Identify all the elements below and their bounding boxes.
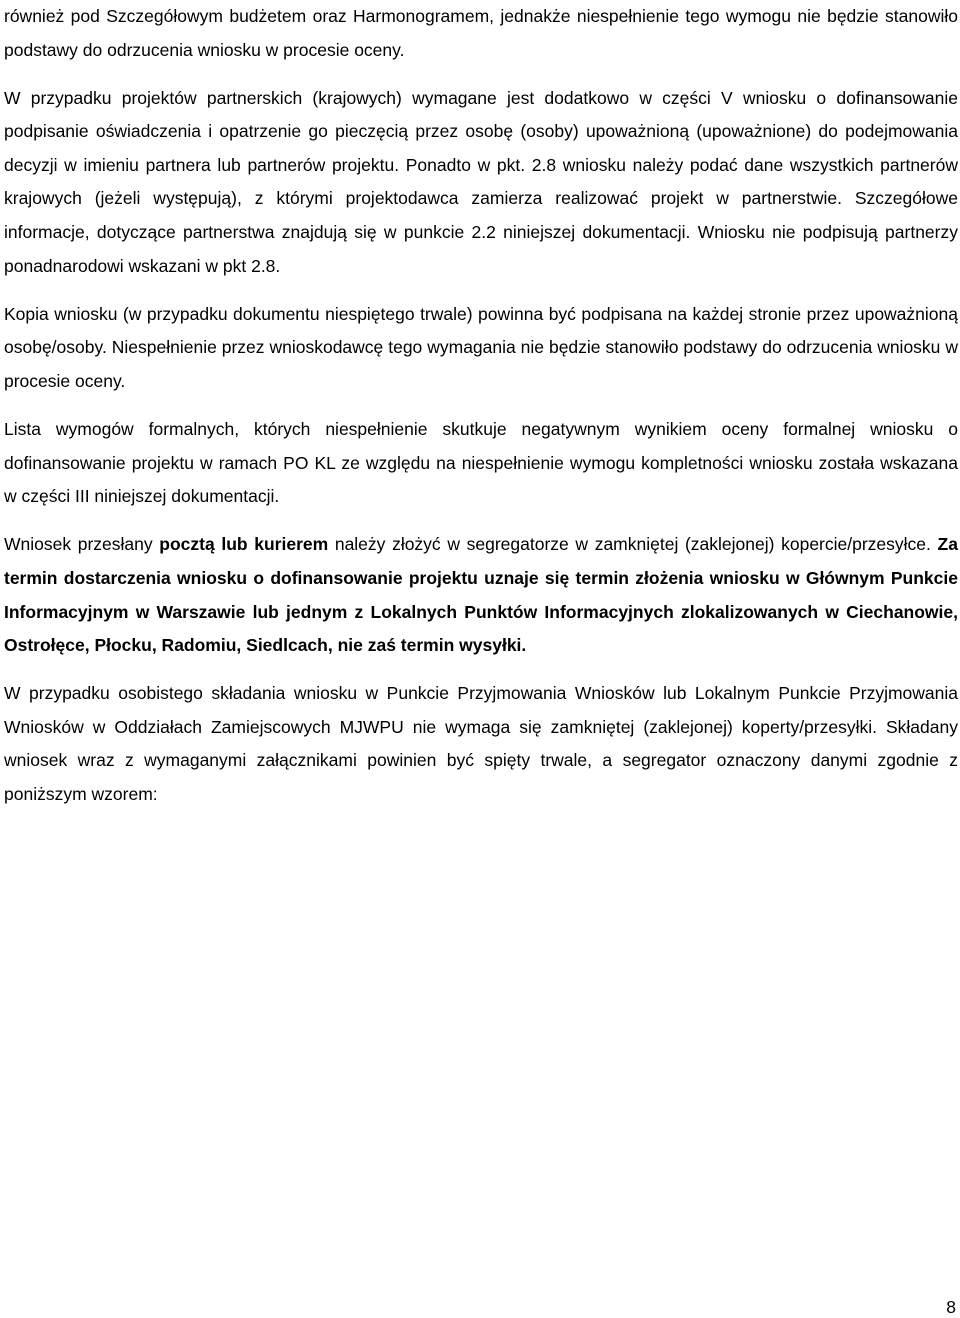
paragraph-budget-note [4,0,958,67]
emphasis-text: pocztą lub kurierem [159,534,329,555]
paragraph-text: Kopia wniosku (w przypadku dokumentu niespiętego trwale) powinna być podpisana na każdej stronie przez upoważnioną osobę/osoby. Niespełnienie przez wnioskodawcę tego wymagania nie będzie stanowiło podstawy do odrzucenia wniosku w procesie oceny. [4,303,958,391]
paragraph-personal-submission [4,677,958,811]
paragraph-text: również pod Szczegółowym budżetem oraz Harmonogramem, jednakże niespełnienie tego wymogu nie będzie stanowiło podstawy do odrzucenia wniosku w procesie oceny. [4,6,958,60]
document-page [4,0,958,812]
paragraph-text: należy złożyć w segregatorze w zamkniętej (zaklejonej) kopercie/przesyłce. [328,534,938,555]
paragraph-copy-signature [4,298,958,399]
paragraph-text: Lista wymogów formalnych, których niespełnienie skutkuje negatywnym wynikiem oceny formalnej wniosku o dofinansowanie projektu w ramach PO KL ze względu na niespełnienie wymogu kompletności wniosku została wskazana w części III niniejszej dokumentacji. [4,419,958,507]
paragraph-text: Wniosek przesłany [4,534,160,555]
paragraph-postal-submission [4,528,958,662]
emphasis-text: Za termin dostarczenia wniosku o dofinansowanie projektu uznaje się termin złożenia wniosku w Głównym Punkcie Informacyjnym w Warszawie lub jednym z Lokalnych Punktów Informacyjnych zlokalizowanych w Ciechanowie, Ostrołęce, Płocku, Radomiu, Siedlcach, nie zaś termin wysyłki. [4,534,958,656]
paragraph-text: W przypadku osobistego składania wniosku w Punkcie Przyjmowania Wniosków lub Lokalnym Punkcie Przyjmowania Wniosków w Oddziałach Zamiejscowych MJWPU nie wymaga się zamkniętej (zaklejonej) koperty/przesyłki. Składany wniosek wraz z wymaganymi załącznikami powinien być spięty trwale, a segregator oznaczony danymi zgodnie z poniższym wzorem: [4,683,958,804]
paragraph-partner-projects [4,82,958,284]
paragraph-text: W przypadku projektów partnerskich (krajowych) wymagane jest dodatkowo w części V wniosku o dofinansowanie podpisanie oświadczenia i opatrzenie go pieczęcią przez osobę (osoby) upoważnioną (upoważnione) do podejmowania decyzji w imieniu partnera lub partnerów projektu. Ponadto w pkt. 2.8 wniosku należy podać dane wszystkich partnerów krajowych (jeżeli występują), z którymi projektodawca zamierza realizować projekt w partnerstwie. Szczegółowe informacje, dotyczące partnerstwa znajdują się w punkcie 2.2 niniejszej dokumentacji. Wniosku nie podpisują partnerzy ponadnarodowi wskazani w pkt 2.8. [4,87,958,276]
page-number: 8 [946,1297,956,1317]
paragraph-formal-requirements [4,413,958,514]
